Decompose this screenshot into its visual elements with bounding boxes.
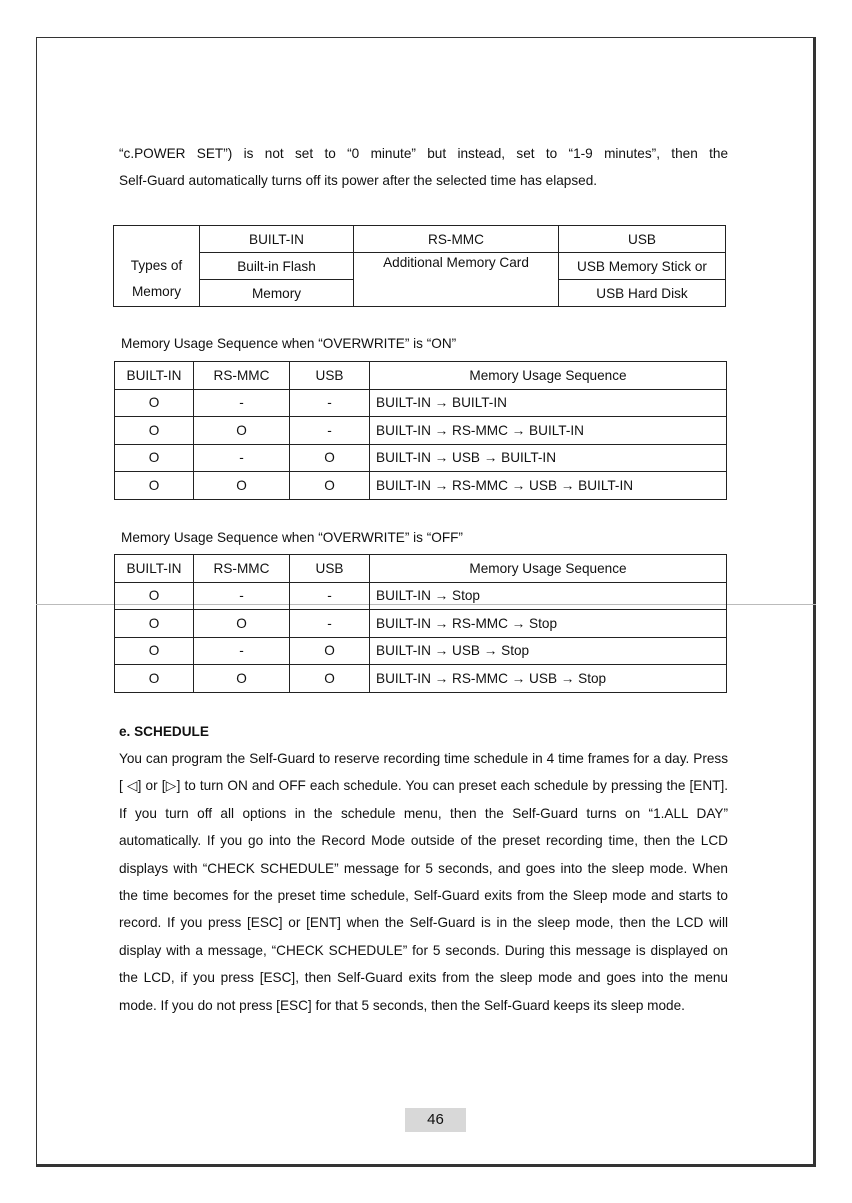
table-row xyxy=(115,472,727,500)
cell-rsmmc: - xyxy=(194,444,290,472)
overwrite-off-caption: Memory Usage Sequence when “OVERWRITE” is “OFF” xyxy=(121,530,463,545)
cell-builtin: O xyxy=(115,637,194,665)
memory-types-table xyxy=(113,225,726,307)
cell-usb: O xyxy=(290,637,370,665)
col-header-sequence: Memory Usage Sequence xyxy=(370,555,727,583)
table-row xyxy=(115,582,727,610)
intro-line-1: “c.POWER SET”) is not set to “0 minute” but instead, set to “1-9 minutes”, then the xyxy=(119,146,728,161)
cell-sequence: BUILT-IN → BUILT-IN xyxy=(370,389,727,417)
overwrite-off-table xyxy=(114,554,727,693)
intro-paragraph xyxy=(119,140,728,194)
schedule-heading: e. SCHEDULE xyxy=(119,724,209,739)
cell-sequence: BUILT-IN → USB → Stop xyxy=(370,637,727,665)
cell-usb: - xyxy=(290,582,370,610)
types-label-line2: Memory xyxy=(131,284,182,299)
table-row xyxy=(114,253,726,280)
cell-builtin: O xyxy=(115,472,194,500)
cell-sequence: BUILT-IN → Stop xyxy=(370,582,727,610)
cell-builtin: O xyxy=(115,389,194,417)
table-row xyxy=(115,417,727,445)
builtin-desc-1: Built-in Flash xyxy=(200,253,354,280)
overwrite-on-table xyxy=(114,361,727,500)
cell-usb: O xyxy=(290,472,370,500)
rsmmc-desc: Additional Memory Card xyxy=(354,253,559,307)
usb-desc-2: USB Hard Disk xyxy=(559,280,726,307)
cell-rsmmc: - xyxy=(194,389,290,417)
table-row xyxy=(115,665,727,693)
table-row xyxy=(114,226,726,253)
schedule-body: You can program the Self-Guard to reserve recording time schedule in 4 time frames for a day. Press [ ◁] or [▷] to turn ON and OFF each schedule. You can preset each schedule by pressing the [ENT]. If you turn off all options in the schedule menu, then the Self-Guard turns on “1.ALL DAY” automatically. If you go into the Record Mode outside of the preset recording time, then the LCD displays with “CHECK SCHEDULE” message for 5 seconds, and goes into the sleep mode. When the time becomes for the preset time schedule, Self-Guard exits from the Sleep mode and starts to record. If you press [ESC] or [ENT] when the Self-Guard is in the sleep mode, then the LCD will display with a message, “CHECK SCHEDULE” for 5 seconds. During this message is displayed on the LCD, if you press [ESC], then Self-Guard exits from the sleep mode and goes into the menu mode. If you do not press [ESC] for that 5 seconds, then the Self-Guard keeps its sleep mode. xyxy=(119,751,728,1013)
col-header-sequence: Memory Usage Sequence xyxy=(370,362,727,390)
header-rsmmc: RS-MMC xyxy=(354,226,559,253)
cell-rsmmc: - xyxy=(194,582,290,610)
cell-usb: - xyxy=(290,389,370,417)
cell-builtin: O xyxy=(115,665,194,693)
cell-rsmmc: - xyxy=(194,637,290,665)
col-header-usb: USB xyxy=(290,555,370,583)
cell-sequence: BUILT-IN → RS-MMC → BUILT-IN xyxy=(370,417,727,445)
overwrite-on-caption: Memory Usage Sequence when “OVERWRITE” is “ON” xyxy=(121,336,457,351)
cell-builtin: O xyxy=(115,417,194,445)
cell-usb: O xyxy=(290,444,370,472)
cell-usb: - xyxy=(290,417,370,445)
cell-sequence: BUILT-IN → USB → BUILT-IN xyxy=(370,444,727,472)
cell-builtin: O xyxy=(115,582,194,610)
cell-sequence: BUILT-IN → RS-MMC → USB → BUILT-IN xyxy=(370,472,727,500)
col-header-rsmmc: RS-MMC xyxy=(194,555,290,583)
table-header-row xyxy=(115,555,727,583)
table-row xyxy=(115,444,727,472)
col-header-builtin: BUILT-IN xyxy=(115,362,194,390)
cell-rsmmc: O xyxy=(194,610,290,638)
header-usb: USB xyxy=(559,226,726,253)
cell-usb: O xyxy=(290,665,370,693)
schedule-section xyxy=(119,718,728,1019)
cell-rsmmc: O xyxy=(194,472,290,500)
col-header-rsmmc: RS-MMC xyxy=(194,362,290,390)
cell-builtin: O xyxy=(115,610,194,638)
table-row xyxy=(115,610,727,638)
types-label-line1: Types of xyxy=(130,258,183,273)
table-row xyxy=(115,389,727,417)
cell-usb: - xyxy=(290,610,370,638)
types-of-memory-label xyxy=(114,226,200,307)
cell-rsmmc: O xyxy=(194,417,290,445)
header-builtin: BUILT-IN xyxy=(200,226,354,253)
page-number: 46 xyxy=(405,1108,466,1132)
table-header-row xyxy=(115,362,727,390)
col-header-builtin: BUILT-IN xyxy=(115,555,194,583)
cell-sequence: BUILT-IN → RS-MMC → Stop xyxy=(370,610,727,638)
cell-builtin: O xyxy=(115,444,194,472)
cell-sequence: BUILT-IN → RS-MMC → USB → Stop xyxy=(370,665,727,693)
col-header-usb: USB xyxy=(290,362,370,390)
builtin-desc-2: Memory xyxy=(200,280,354,307)
usb-desc-1: USB Memory Stick or xyxy=(559,253,726,280)
intro-line-2: Self-Guard automatically turns off its power after the selected time has elapsed. xyxy=(119,173,598,189)
table-row xyxy=(115,637,727,665)
cell-rsmmc: O xyxy=(194,665,290,693)
